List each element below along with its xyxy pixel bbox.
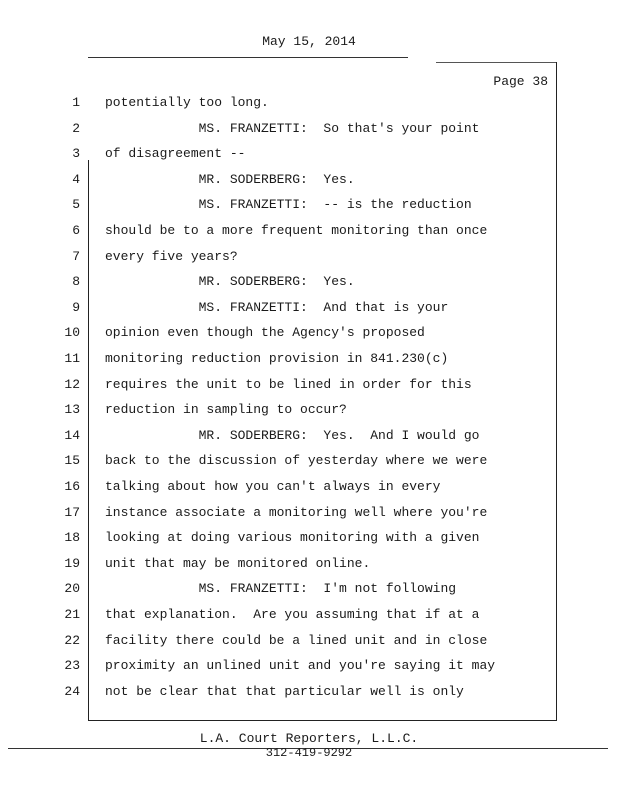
- line-number: 21: [64, 607, 80, 622]
- line-number: 22: [64, 632, 80, 648]
- page-number: Page 38: [493, 74, 548, 89]
- transcript-line: [0, 453, 618, 475]
- line-number: 17: [64, 504, 80, 520]
- line-number: 8: [72, 274, 80, 290]
- footer-company: L.A. Court Reporters, L.L.C.: [199, 731, 419, 746]
- line-text: requires the unit to be lined in order for this: [105, 376, 472, 392]
- transcript-line: [0, 428, 618, 450]
- transcript-line: [0, 172, 618, 194]
- line-text: back to the discussion of yesterday where we were: [105, 453, 488, 469]
- transcript-line: [0, 325, 618, 347]
- line-number: 5: [72, 197, 80, 213]
- line-text: every five years?: [105, 248, 238, 264]
- line-text: MR. SODERBERG: Yes. And I would go: [105, 427, 480, 443]
- line-number: 6: [72, 223, 80, 238]
- line-text: MR. SODERBERG: Yes.: [105, 274, 355, 290]
- line-text: MR. SODERBERG: Yes.: [105, 171, 355, 187]
- header-rule: [88, 57, 408, 58]
- line-number: 11: [64, 351, 80, 366]
- transcript-line: [0, 274, 618, 296]
- line-text: instance associate a monitoring well where you're: [105, 504, 488, 520]
- transcript-line: [0, 377, 618, 399]
- line-number: 13: [64, 402, 80, 418]
- transcript-line: [0, 530, 618, 552]
- line-number: 15: [64, 453, 80, 469]
- transcript-line: [0, 556, 618, 578]
- line-number: 23: [64, 658, 80, 674]
- transcript-line: [0, 95, 618, 117]
- page-date-header: May 15, 2014: [262, 34, 356, 49]
- line-number: 4: [72, 171, 80, 187]
- line-text: should be to a more frequent monitoring than once: [105, 223, 488, 238]
- line-text: reduction in sampling to occur?: [105, 402, 347, 418]
- transcript-line: [0, 581, 618, 603]
- line-number: 16: [64, 479, 80, 494]
- line-text: talking about how you can't always in every: [105, 479, 441, 494]
- transcript-line: [0, 633, 618, 655]
- transcript-line: [0, 121, 618, 143]
- line-text: opinion even though the Agency's proposed: [105, 325, 425, 341]
- line-text: MS. FRANZETTI: I'm not following: [105, 581, 457, 597]
- transcript-line: [0, 351, 618, 373]
- transcript-line: [0, 146, 618, 168]
- line-number: 20: [64, 581, 80, 597]
- line-number: 24: [64, 683, 80, 699]
- transcript-line: [0, 249, 618, 271]
- transcript-line: [0, 607, 618, 629]
- transcript-line: [0, 402, 618, 424]
- line-text: not be clear that that particular well is only: [105, 683, 464, 699]
- line-number: 14: [64, 427, 80, 443]
- line-text: proximity an unlined unit and you're saying it may: [105, 658, 496, 674]
- line-number: 10: [64, 325, 80, 341]
- line-number: 18: [64, 530, 80, 546]
- line-number: 7: [72, 248, 80, 264]
- line-text: MS. FRANZETTI: -- is the reduction: [105, 197, 472, 213]
- line-text: of disagreement --: [105, 146, 246, 162]
- transcript-line: [0, 223, 618, 245]
- line-number: 19: [64, 555, 80, 571]
- transcript-line: [0, 197, 618, 219]
- transcript-line: [0, 479, 618, 501]
- line-text: potentially too long.: [105, 95, 269, 110]
- line-text: MS. FRANZETTI: And that is your: [105, 299, 449, 315]
- line-number: 12: [64, 376, 80, 392]
- line-number: 2: [72, 120, 80, 136]
- footer-phone: 312-419-9292: [265, 746, 353, 760]
- line-text: looking at doing various monitoring with a given: [105, 530, 480, 546]
- line-number: 3: [72, 146, 80, 162]
- line-text: facility there could be a lined unit and in close: [105, 632, 488, 648]
- line-number: 9: [72, 299, 80, 315]
- line-text: that explanation. Are you assuming that if at a: [105, 607, 480, 622]
- transcript-line: [0, 684, 618, 706]
- line-text: unit that may be monitored online.: [105, 555, 371, 571]
- line-text: monitoring reduction provision in 841.230(c): [105, 351, 449, 366]
- transcript-line: [0, 300, 618, 322]
- transcript-line: [0, 505, 618, 527]
- line-text: MS. FRANZETTI: So that's your point: [105, 120, 480, 136]
- transcript-line: [0, 658, 618, 680]
- line-number: 1: [72, 95, 80, 110]
